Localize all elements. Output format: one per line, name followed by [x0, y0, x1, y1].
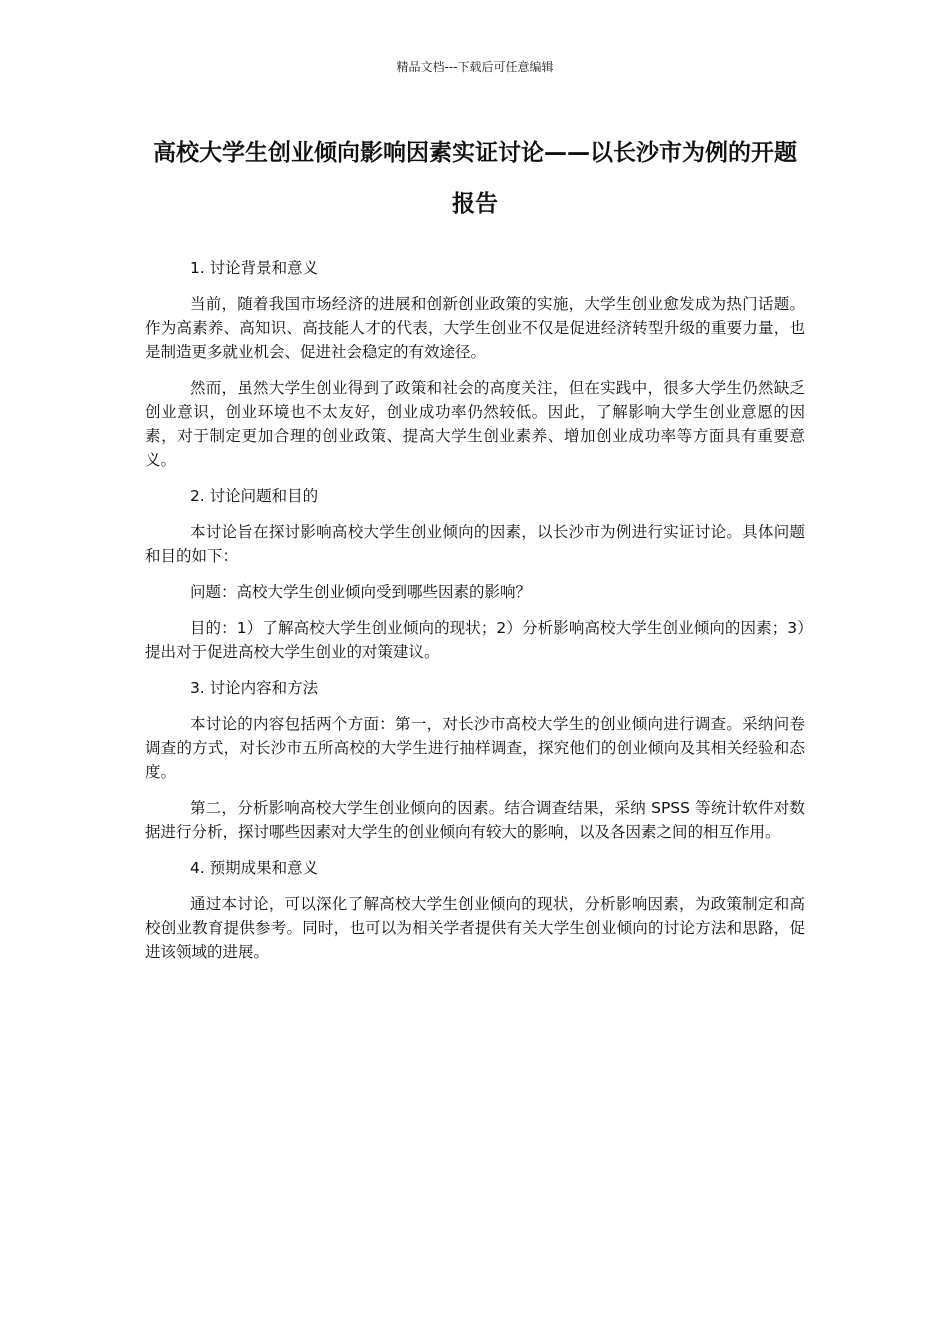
paragraph: 然而，虽然大学生创业得到了政策和社会的高度关注，但在实践中，很多大学生仍然缺乏创业意识，创业环境也不太友好，创业成功率仍然较低。因此，了解影响大学生创业意愿的因素，对于制定更加合理的创业政策、提高大学生创业素养、增加创业成功率等方面具有重要意义。 [145, 379, 805, 469]
paragraph: 本讨论的内容包括两个方面：第一，对长沙市高校大学生的创业倾向进行调查。采纳问卷调查的方式，对长沙市五所高校的大学生进行抽样调查，探究他们的创业倾向及其相关经验和态度。 [145, 715, 805, 781]
paragraph: 当前，随着我国市场经济的进展和创新创业政策的实施，大学生创业愈发成为热门话题。作为高素养、高知识、高技能人才的代表，大学生创业不仅是促进经济转型升级的重要力量，也是制造更多就业机会、促进社会稳定的有效途径。 [145, 295, 805, 361]
document-title: 高校大学生创业倾向影响因素实证讨论——以长沙市为例的开题报告 [153, 140, 797, 217]
section-heading-methods: 3. 讨论内容和方法 [189, 679, 319, 697]
paragraph: 问题：高校大学生创业倾向受到哪些因素的影响？ [189, 583, 531, 601]
paragraph: 第二，分析影响高校大学生创业倾向的因素。结合调查结果，采纳 SPSS 等统计软件对数据进行分析，探讨哪些因素对大学生的创业倾向有较大的影响，以及各因素之间的相互作用。 [145, 799, 805, 841]
section-heading-outcomes: 4. 预期成果和意义 [189, 859, 319, 877]
document-body [145, 256, 805, 976]
section-heading-background: 1. 讨论背景和意义 [189, 259, 319, 277]
paragraph: 通过本讨论，可以深化了解高校大学生创业倾向的现状，分析影响因素，为政策制定和高校创业教育提供参考。同时，也可以为相关学者提供有关大学生创业倾向的讨论方法和思路，促进该领域的进展。 [145, 895, 805, 961]
paragraph: 本讨论旨在探讨影响高校大学生创业倾向的因素，以长沙市为例进行实证讨论。具体问题和目的如下： [145, 523, 805, 565]
paragraph: 目的：1）了解高校大学生创业倾向的现状；2）分析影响高校大学生创业倾向的因素；3）提出对于促进高校大学生创业的对策建议。 [145, 619, 805, 661]
header-note: 精品文档---下载后可任意编辑 [396, 60, 554, 74]
section-heading-questions: 2. 讨论问题和目的 [189, 487, 319, 505]
